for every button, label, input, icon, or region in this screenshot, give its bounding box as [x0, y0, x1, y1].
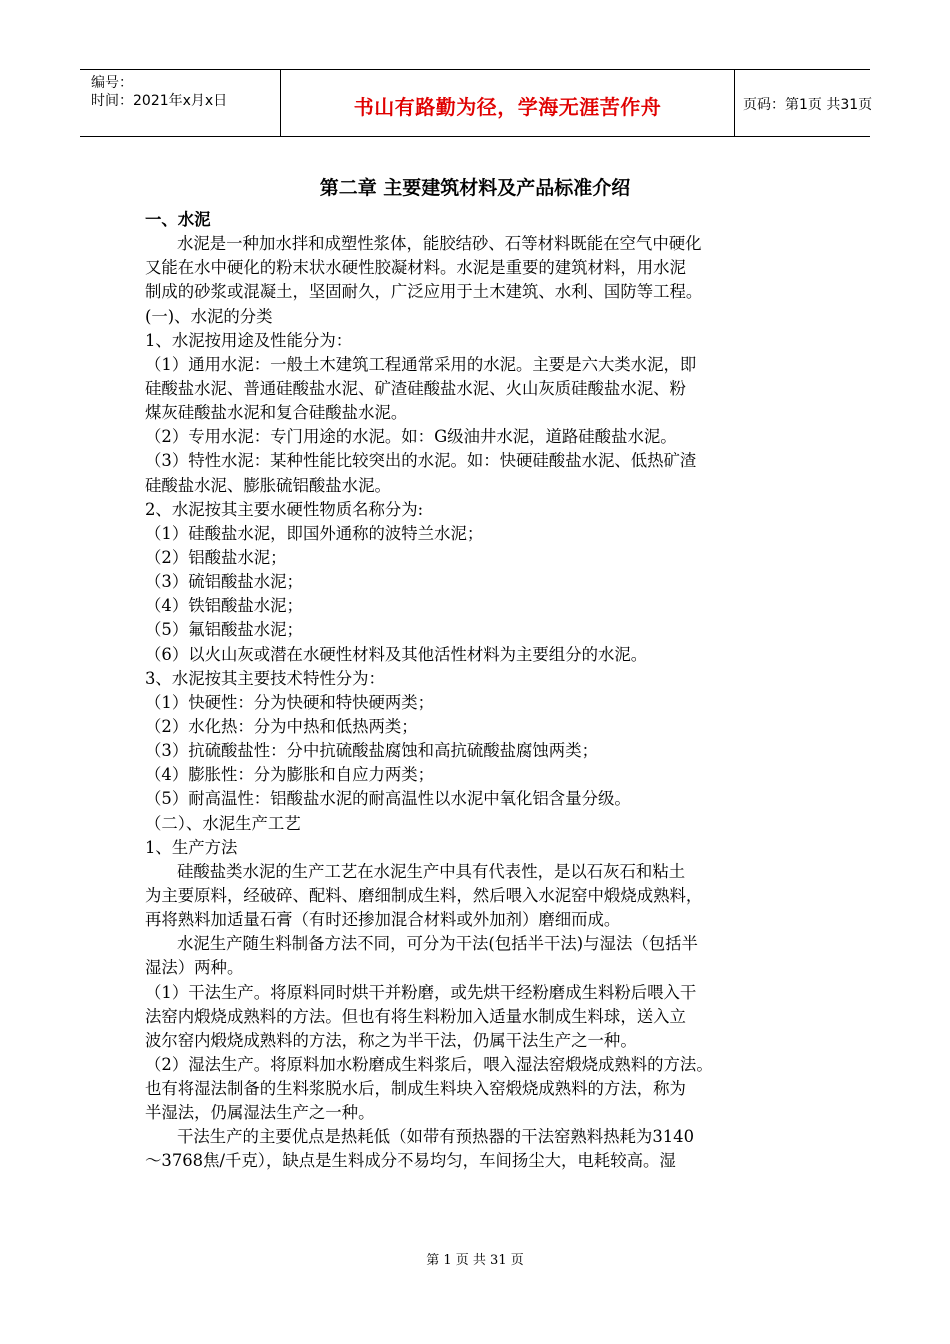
- text-line: 1、水泥按用途及性能分为：: [145, 330, 353, 350]
- text-line: （2）湿法生产。将原料加水粉磨成生料浆后，喂入湿法窑煅烧成熟料的方法。: [145, 1054, 713, 1074]
- text-line: 再将熟料加适量石膏（有时还掺加混合材料或外加剂）磨细而成。: [145, 910, 621, 930]
- text-line: 干法生产的主要优点是热耗低（如带有预热器的干法窑熟料热耗为3140: [177, 1127, 695, 1147]
- text-line: 也有将湿法制备的生料浆脱水后，制成生料块入窑煅烧成熟料的方法，称为: [145, 1079, 686, 1099]
- text-line: 煤灰硅酸盐水泥和复合硅酸盐水泥。: [145, 403, 408, 423]
- text-line: (一)、水泥的分类: [145, 306, 273, 326]
- header-info-cell: [80, 70, 280, 136]
- text-line: 又能在水中硬化的粉末状水硬性胶凝材料。水泥是重要的建筑材料，用水泥: [145, 258, 686, 278]
- text-line: 为主要原料，经破碎、配料、磨细制成生料，然后喂入水泥窑中煅烧成熟料，: [145, 885, 703, 905]
- text-line: 硅酸盐水泥、普通硅酸盐水泥、矿渣硅酸盐水泥、火山灰质硅酸盐水泥、粉: [145, 378, 686, 398]
- text-line: （3）硫铝酸盐水泥；: [145, 572, 303, 592]
- text-line: （1）通用水泥：一般土木建筑工程通常采用的水泥。主要是六大类水泥，即: [145, 354, 697, 374]
- header-motto-cell: [280, 70, 735, 136]
- text-line: 硅酸盐类水泥的生产工艺在水泥生产中具有代表性，是以石灰石和粘土: [177, 861, 686, 881]
- text-line: 1、生产方法: [145, 837, 238, 857]
- text-line: （4）膨胀性：分为膨胀和自应力两类；: [145, 765, 435, 785]
- text-line: （2）水化热：分为中热和低热两类；: [145, 716, 418, 736]
- text-line: 硅酸盐水泥、膨胀硫铝酸盐水泥。: [145, 475, 391, 495]
- text-line: （5）耐高温性：铝酸盐水泥的耐高温性以水泥中氧化铝含量分级。: [145, 789, 631, 809]
- text-line: （1）硅酸盐水泥，即国外通称的波特兰水泥；: [145, 523, 484, 543]
- text-line: （4）铁铝酸盐水泥；: [145, 596, 303, 616]
- document-number-label: 编号：: [91, 75, 133, 91]
- page-footer: 第 1 页 共 31 页: [426, 1253, 524, 1268]
- text-line: （2）铝酸盐水泥；: [145, 547, 287, 567]
- header-page-info: 页码：第1页 共31页: [743, 97, 873, 113]
- text-line: （3）抗硫酸盐性：分中抗硫酸盐腐蚀和高抗硫酸盐腐蚀两类；: [145, 741, 598, 761]
- text-line: 制成的砂浆或混凝土，坚固耐久，广泛应用于土木建筑、水利、国防等工程。: [145, 282, 703, 302]
- text-line: 波尔窑内煅烧成熟料的方法，称之为半干法，仍属干法生产之一种。: [145, 1030, 637, 1050]
- text-line: 水泥生产随生料制备方法不同，可分为干法(包括半干法)与湿法（包括半: [177, 934, 698, 954]
- document-title: 第二章 主要建筑材料及产品标准介绍: [319, 177, 631, 199]
- text-line: 法窑内煅烧成熟料的方法。但也有将生料粉加入适量水制成生料球，送入立: [145, 1006, 686, 1026]
- text-line: 水泥是一种加水拌和成塑性浆体，能胶结砂、石等材料既能在空气中硬化: [177, 234, 702, 254]
- text-line: （6）以火山灰或潜在水硬性材料及其他活性材料为主要组分的水泥。: [145, 644, 648, 664]
- section-heading: 一、水泥: [145, 210, 211, 229]
- text-line: （1）快硬性：分为快硬和特快硬两类；: [145, 692, 435, 712]
- document-body: [145, 208, 815, 1174]
- text-line: ～3768焦/千克），缺点是生料成分不易均匀，车间扬尘大，电耗较高。湿: [145, 1151, 676, 1171]
- text-line: （3）特性水泥：某种性能比较突出的水泥。如：快硬硅酸盐水泥、低热矿渣: [145, 451, 697, 471]
- header-table: [80, 69, 873, 137]
- header-page-cell: [734, 70, 873, 136]
- header-motto: 书山有路勤为径，学海无涯苦作舟: [353, 95, 662, 119]
- text-line: 2、水泥按其主要水硬性物质名称分为:: [145, 499, 424, 519]
- document-time-label: 时间：2021年x月x日: [91, 93, 228, 109]
- text-line: （二）、水泥生产工艺: [145, 813, 301, 833]
- text-line: （1）干法生产。将原料同时烘干并粉磨，或先烘干经粉磨成生料粉后喂入干: [145, 982, 697, 1002]
- text-line: （5）氟铝酸盐水泥；: [145, 620, 303, 640]
- text-line: 湿法）两种。: [145, 958, 244, 978]
- text-line: 3、水泥按其主要技术特性分为：: [145, 668, 385, 688]
- text-line: （2）专用水泥：专门用途的水泥。如：G级油井水泥，道路硅酸盐水泥。: [145, 427, 677, 447]
- text-line: 半湿法，仍属湿法生产之一种。: [145, 1103, 375, 1123]
